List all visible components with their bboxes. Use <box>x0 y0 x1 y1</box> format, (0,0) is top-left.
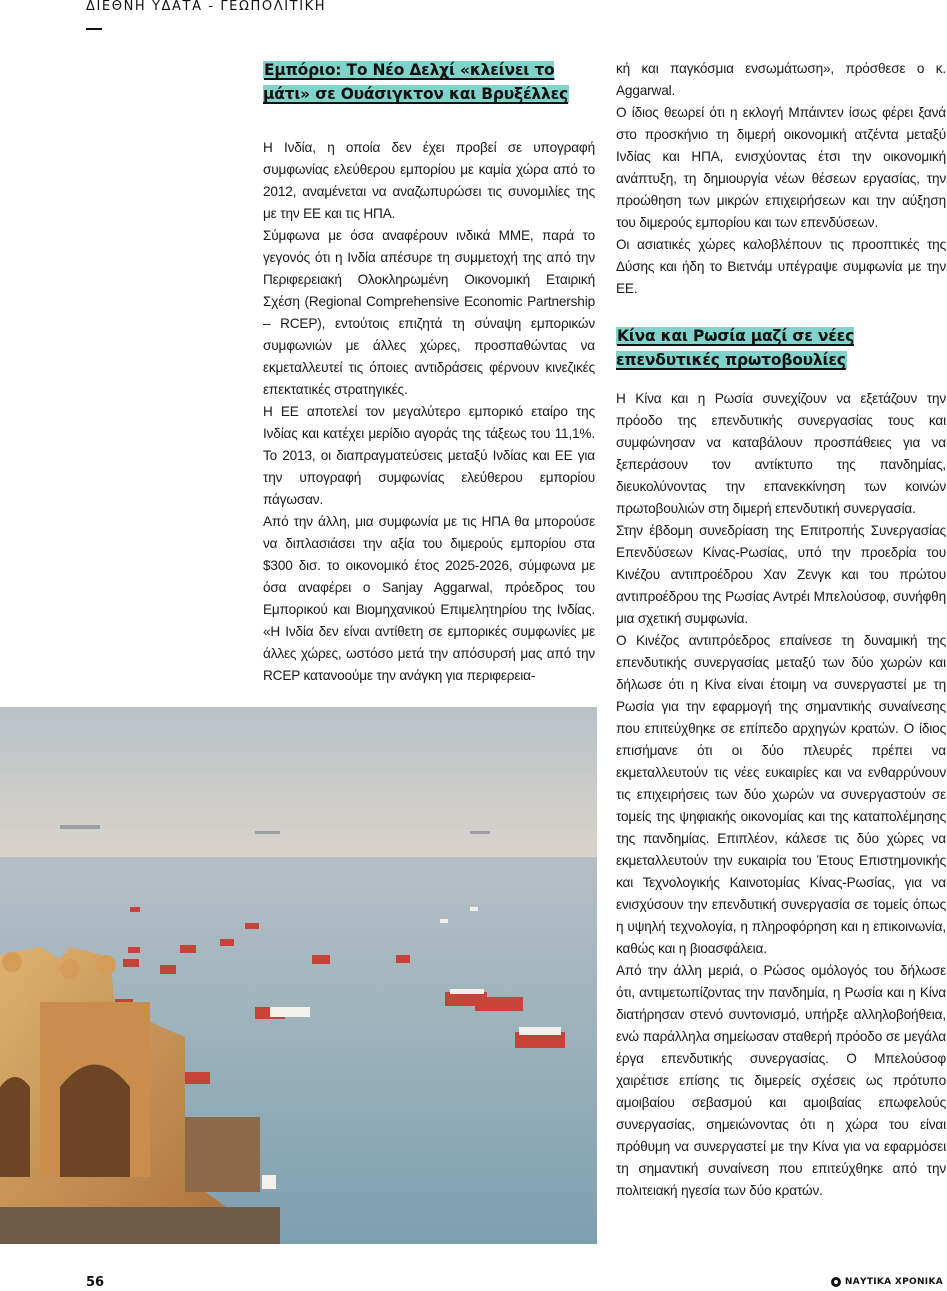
page-number: 56 <box>86 1275 105 1290</box>
article-column-right <box>616 58 946 1202</box>
section-label: ΔΙΕΘΝΗ ΥΔΑΤΑ - ΓΕΩΠΟΛΙΤΙΚΗ <box>86 0 327 14</box>
paragraph: Η ΕΕ αποτελεί τον μεγαλύτερο εμπορικό εταίρο της Ινδίας και κατέχει μερίδιο αγοράς της τάξεως του 11,1%. Το 2013, οι διαπραγματεύσεις μεταξύ Ινδίας και ΕΕ για την υπογραφή συμφωνίας ελεύθερου εμπορίου πάγωσαν. <box>263 404 595 507</box>
article-title-china-russia <box>616 324 946 372</box>
brand-name: ΝΑΥΤΙΚΑ ΧΡΟΝΙΚΑ <box>844 1277 943 1287</box>
paragraph: κή και παγκόσμια ενσωμάτωση», πρόσθεσε ο κ. Aggarwal. <box>616 61 946 98</box>
paragraph: Από την άλλη μεριά, ο Ρώσος ομόλογός του δήλωσε ότι, αντιμετωπίζοντας την πανδημία, η Ρωσία και η Κίνα διατήρησαν στενό συντονισμό, υπήρξε αλληλοβοήθεια, ενώ παράλληλα σημείωσαν σταθερή πρόοδο σε μεγάλα έργα επενδυτικής συνεργασίας. Ο Μπελούσοφ χαιρέτισε επίσης τις διμερείς σχέσεις ως πρότυπο αμοιβαίου σεβασμού και αμοιβαίας επωφελούς συνεργασίας, σημειώνοντας ότι η χώρα του είναι πρόθυμη να συνεργαστεί με την Κίνα για να εφαρμόσει τη σημαντική συναίνεση που επιτεύχθηκε από την πολιτειακή ηγεσία των δύο κρατών. <box>616 963 946 1198</box>
section-divider <box>86 28 102 30</box>
paragraph: Στην έβδομη συνεδρίαση της Επιτροπής Συνεργασίας Επενδύσεων Κίνας-Ρωσίας, υπό την προεδρία του Κινέζου αντιπροέδρου Χαν Ζενγκ και του πρώτου αντιπροέδρου της Ρωσίας Αντρέι Μπελούσοφ, συνήφθη μια σχετική συμφωνία. <box>616 523 946 626</box>
paragraph: Η Ινδία, η οποία δεν έχει προβεί σε υπογραφή συμφωνίας ελεύθερου εμπορίου με καμία χώρα από το 2012, αναμένεται να αναζωπυρώσει τις συνομιλίες της με την ΕΕ και τις ΗΠΑ. <box>263 140 595 221</box>
paragraph: Από την άλλη, μια συμφωνία με τις ΗΠΑ θα μπορούσε να διπλασιάσει την αξία του διμερούς εμπορίου στα $300 δισ. το οικονομικό έτος 2025-2026, σύμφωνα με όσα αναφέρει ο Sanjay Aggarwal, πρόεδρος του Εμπορικού και Βιομηχανικού Επιμελητηρίου της Ινδίας. «Η Ινδία δεν είναι αντίθετη σε εμπορικές συμφωνίες με άλλες χώρες, ωστόσο μετά την απόσυρσή μας από την RCEP κατανοούμε την ανάγκη για περιφερεια- <box>263 514 595 683</box>
harbor-photo <box>0 707 597 1244</box>
paragraph: Ο ίδιος θεωρεί ότι η εκλογή Μπάιντεν ίσως φέρει ξανά στο προσκήνιο τη διμερή οικονομική ατζέντα μεταξύ Ινδίας και ΗΠΑ, ενισχύοντας έτσι την οικονομική ανάπτυξη, τη δημιουργία νέων θέσεων εργασίας, την προώθηση των μικρών επιχειρήσεων και την αύξηση του διμερούς εμπορίου και των επενδύσεων. <box>616 105 946 230</box>
article-title-trade-text: Εμπόριο: Το Νέο Δελχί «κλείνει το μάτι» σε Ουάσιγκτον και Βρυξέλλες <box>263 61 569 103</box>
article-title-trade <box>263 58 595 106</box>
article-title-china-russia-text: Κίνα και Ρωσία μαζί σε νέες επενδυτικές πρωτοβουλίες <box>616 327 855 369</box>
paragraph: Η Κίνα και η Ρωσία συνεχίζουν να εξετάζουν την πρόοδο της επενδυτικής συνεργασίας τους και συμφώνησαν να καταβάλουν προσπάθειες για να ξεπεράσουν τον αντίκτυπο της πανδημίας, διευκολύνοντας την επανεκκίνηση των κοινών πρωτοβουλιών στη διμερή επενδυτική συνεργασία. <box>616 391 946 516</box>
publication-brand <box>831 1277 943 1287</box>
paragraph: Οι ασιατικές χώρες καλοβλέπουν τις προοπτικές της Δύσης και ήδη το Βιετνάμ υπέγραψε συμφωνία με την ΕΕ. <box>616 237 946 296</box>
paragraph: Ο Κινέζος αντιπρόεδρος επαίνεσε τη δυναμική της επενδυτικής συνεργασίας μεταξύ των δύο χωρών και δήλωσε ότι η Κίνα είναι έτοιμη να συνεργαστεί με τη Ρωσία για την εφαρμογή της σημαντικής συναίνεσης που επιτεύχθηκε σε επίπεδο αρχηγών κρατών. Ο ίδιος επισήμανε ότι οι δύο πλευρές πρέπει να εκμεταλλευτούν τις νέες ευκαιρίες και να ενθαρρύνουν τις επιχειρήσεις των δύο χωρών να συνεργαστούν σε τομείς της ψηφιακής οικονομίας και της καταπολέμησης της πανδημίας. Επιπλέον, κάλεσε τις δύο χώρες να εκμεταλλευτούν την ευκαιρία του Έτους Επιστημονικής και Τεχνολογικής Καινοτομίας Κίνας-Ρωσίας, για να ενισχύσουν την επενδυτική συνεργασία σε τομείς όπως η υψηλή τεχνολογία, η πληροφόρηση και η επικοινωνία, καθώς και η βιοασφάλεια. <box>616 633 946 956</box>
brand-logo-icon <box>831 1277 841 1287</box>
paragraph: Σύμφωνα με όσα αναφέρουν ινδικά ΜΜΕ, παρά το γεγονός ότι η Ινδία απέσυρε τη συμμετοχή της από την Περιφερειακή Ολοκληρωμένη Οικονομική Εταιρική Σχέση (Regional Comprehensive Economic Partnership – RCEP), εντούτοις επιζητά τη σύναψη εμπορικών συμφωνιών με άλλες χώρες, προσπαθώντας να εκμεταλλευτεί τις όποιες αντιδράσεις φέρνουν κινεζικές επεκτατικές στρατηγικές. <box>263 228 595 397</box>
article-column-left <box>263 58 595 687</box>
